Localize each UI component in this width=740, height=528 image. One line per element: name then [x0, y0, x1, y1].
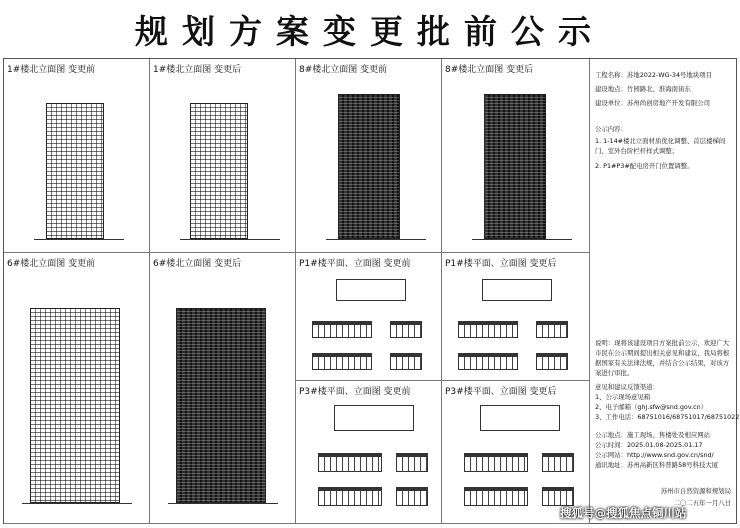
floor-plan-drawing — [482, 279, 552, 301]
panel-p1-after — [442, 253, 590, 381]
elevation-drawing — [536, 324, 568, 338]
panel-label: P1#楼平面、立面图 变更后 — [445, 259, 557, 269]
panel-8-before — [296, 59, 442, 253]
info-panel — [590, 59, 740, 524]
tower-elevation-drawing — [46, 97, 104, 239]
notice-header — [0, 0, 740, 58]
panel-1-after — [150, 59, 296, 253]
tower-elevation-drawing — [190, 97, 248, 239]
page-title: 规划方案变更批前公示 — [135, 11, 605, 51]
panel-8-after — [442, 59, 590, 253]
ground-line — [34, 239, 124, 240]
elevation-drawing — [390, 324, 422, 338]
elevation-drawing — [464, 456, 528, 472]
elevation-drawing — [312, 356, 372, 370]
content-heading: 公示内容： — [595, 125, 627, 133]
content-item-2: 2. P1#P3#配电房开门位置调整。 — [595, 162, 694, 170]
panel-p3-after — [442, 381, 590, 524]
tower-elevation-drawing — [30, 303, 120, 503]
elevation-drawing — [464, 490, 528, 506]
tower-elevation-drawing — [176, 303, 266, 503]
elevation-drawing — [396, 490, 428, 506]
panel-p3-before — [296, 381, 442, 524]
panel-6-after — [150, 253, 296, 524]
feedback-item-3: 3、工作电话：68751016/68751017/68751022 — [595, 413, 740, 421]
ground-line — [180, 239, 280, 240]
project-name: 工程名称：苏地2022-WG-34号地块项目 — [595, 71, 712, 79]
ground-line — [22, 503, 132, 504]
issue-date: 二〇二五年一月八日 — [673, 499, 731, 507]
ground-line — [472, 239, 572, 240]
panel-1-before — [4, 59, 150, 253]
notice-website[interactable]: 公示网站：http://www.snd.gov.cn/snd/ — [595, 451, 714, 459]
floor-plan-drawing — [334, 405, 414, 431]
elevation-drawing — [390, 356, 422, 370]
elevation-drawing — [396, 456, 428, 472]
issuing-authority: 苏州市自然资源和规划局 — [660, 487, 731, 495]
floor-plan-drawing — [480, 405, 560, 431]
panel-label: P3#楼平面、立面图 变更前 — [299, 387, 411, 397]
feedback-item-2: 2、电子邮箱（ghj.sfw@snd.gov.cn） — [595, 403, 708, 411]
elevation-drawing — [318, 456, 382, 472]
panel-label: 1#楼北立面图 变更前 — [7, 65, 96, 75]
panel-label: 6#楼北立面图 变更后 — [153, 259, 242, 269]
panel-label: 8#楼北立面图 变更后 — [445, 65, 534, 75]
elevation-drawing — [318, 490, 382, 506]
watermark: 搜狐号@搜狐焦点铜川站 — [560, 506, 687, 520]
floor-plan-drawing — [336, 279, 406, 301]
panel-label: 1#楼北立面图 变更后 — [153, 65, 242, 75]
elevation-drawing — [542, 456, 574, 472]
panel-label: 6#楼北立面图 变更前 — [7, 259, 96, 269]
feedback-item-1: 1、公示现场意见箱 — [595, 393, 651, 401]
tower-elevation-drawing — [484, 89, 546, 239]
project-location: 建设地点：竹园路北、淮海南街东 — [595, 85, 691, 93]
notice-period: 公示时间：2025.01.08-2025.01.17 — [595, 441, 703, 449]
elevation-drawing — [458, 324, 518, 338]
panel-label: P1#楼平面、立面图 变更前 — [299, 259, 411, 269]
elevation-drawing — [542, 490, 574, 506]
elevation-drawing — [458, 356, 518, 370]
tower-elevation-drawing — [338, 89, 400, 239]
elevation-drawing — [536, 356, 568, 370]
contact-address: 通讯地址：苏州高新区科普路58号科技大厦 — [595, 461, 719, 469]
panel-6-before — [4, 253, 150, 524]
panel-label: 8#楼北立面图 变更前 — [299, 65, 388, 75]
ground-line — [326, 239, 426, 240]
notice-explanation: 说明：现将该建设项目方案批前公示，欢迎广大市民在公示期间提出相关意见和建议，我局将根据国家有关法律法规，并结合公示结果，对该方案进行审批。 — [595, 339, 730, 377]
elevation-drawing — [312, 324, 372, 338]
ground-line — [168, 503, 278, 504]
panel-p1-before — [296, 253, 442, 381]
notice-board — [3, 58, 740, 524]
project-developer: 建设单位：苏州尚创房地产开发有限公司 — [595, 99, 711, 107]
notice-place: 公示地点：施工现场、售楼处及相应网站 — [595, 431, 711, 439]
feedback-heading: 意见和建议反馈渠道： — [595, 383, 659, 391]
content-item-1: 1. 1-14#楼北立面材质优化调整、首层楼梯间门、室外台阶栏杆样式调整； — [595, 137, 726, 155]
panel-label: P3#楼平面、立面图 变更后 — [445, 387, 557, 397]
